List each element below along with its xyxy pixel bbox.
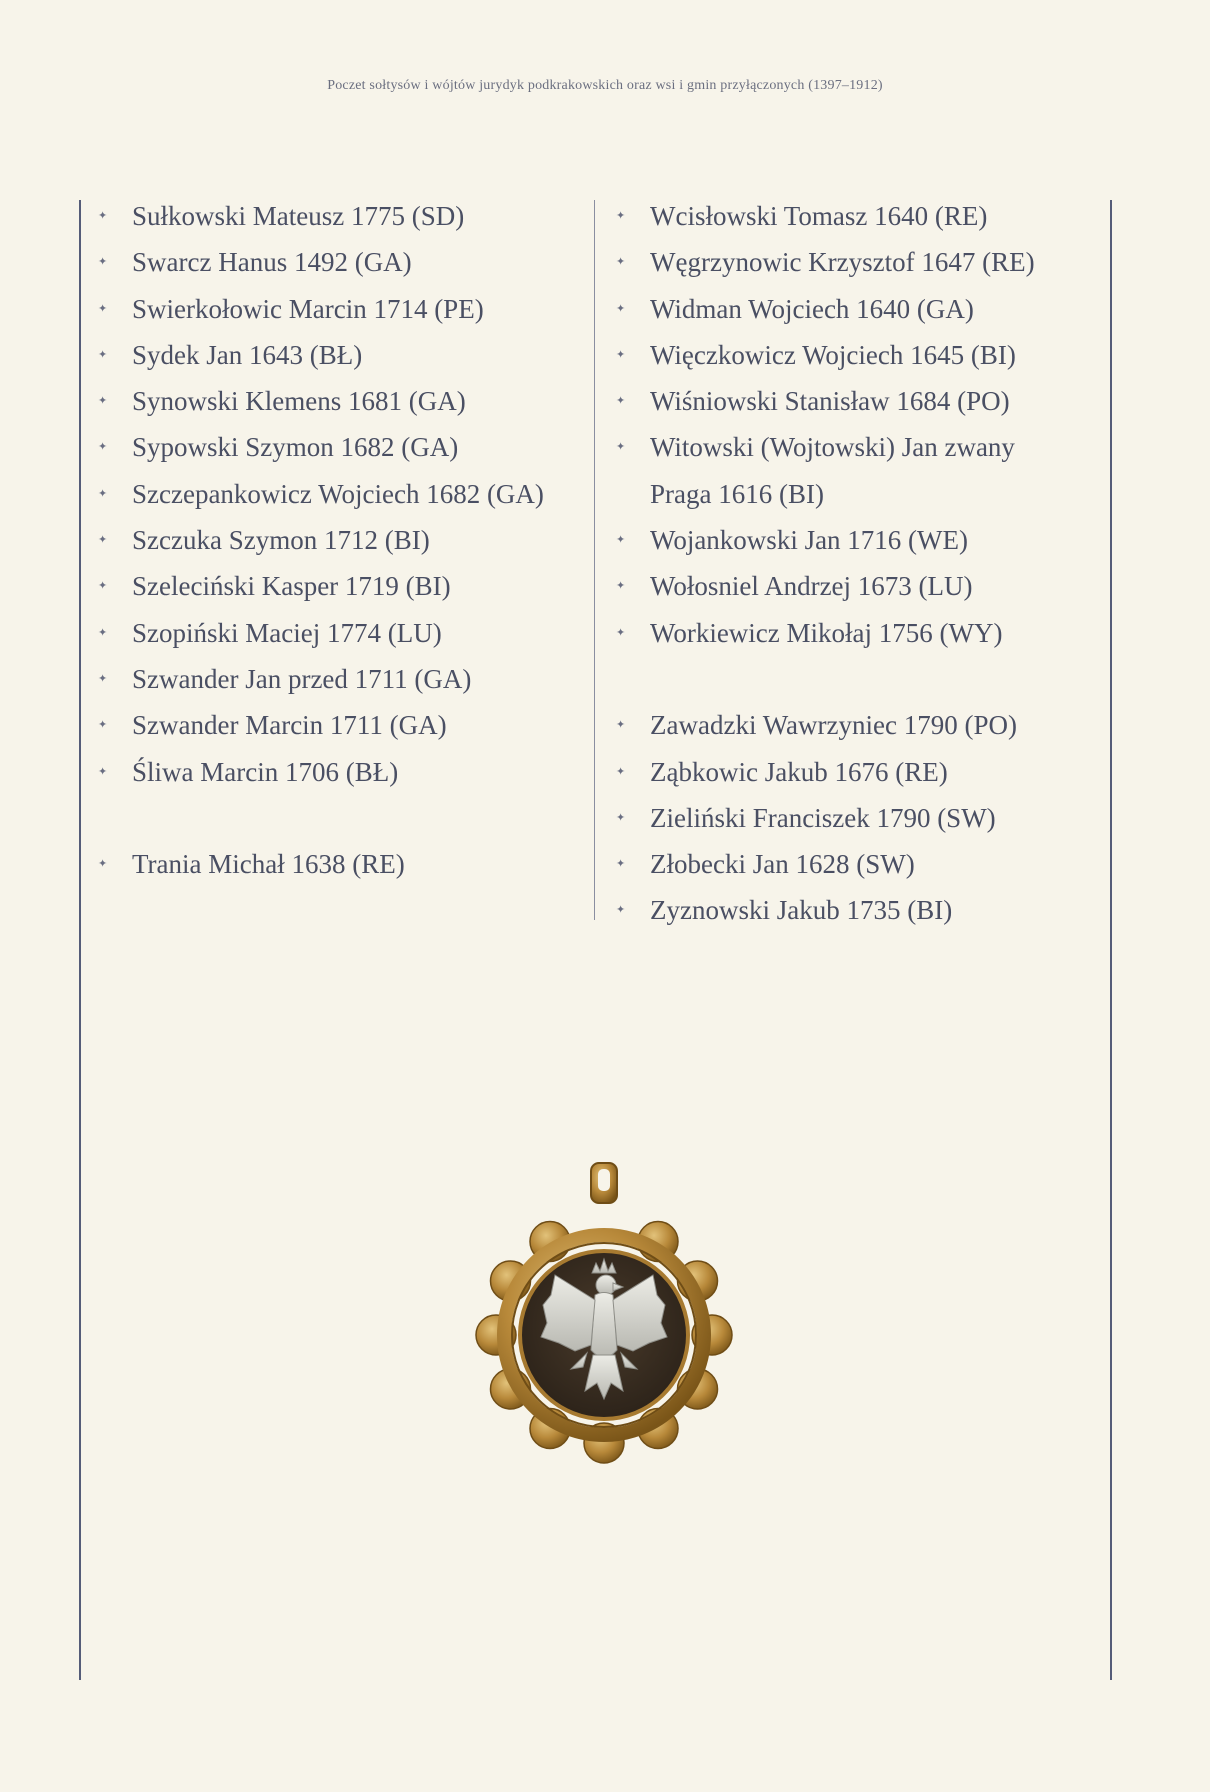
column-divider bbox=[594, 200, 595, 920]
list-item bbox=[614, 887, 1094, 933]
list-item bbox=[96, 749, 586, 795]
bullet-icon: ✦ bbox=[98, 256, 108, 269]
list-item bbox=[614, 239, 1094, 285]
entry-text: Szwander Marcin 1711 (GA) bbox=[132, 710, 447, 741]
list-item bbox=[614, 841, 1094, 887]
list-item bbox=[614, 610, 1094, 656]
bullet-icon: ✦ bbox=[98, 765, 108, 778]
right-frame-rule bbox=[1110, 200, 1112, 1680]
letter-group-gap bbox=[96, 795, 586, 841]
entry-text: Zieliński Franciszek 1790 (SW) bbox=[650, 802, 996, 833]
list-item bbox=[614, 193, 1094, 239]
list-item bbox=[96, 239, 586, 285]
bullet-icon: ✦ bbox=[616, 256, 626, 269]
entry-text: Ząbkowic Jakub 1676 (RE) bbox=[650, 756, 948, 787]
bullet-icon: ✦ bbox=[616, 348, 626, 361]
list-item bbox=[96, 378, 586, 424]
entry-text: Witowski (Wojtowski) Jan zwany bbox=[650, 432, 1015, 463]
white-eagle-medallion-icon bbox=[455, 1155, 755, 1475]
entry-text: Węgrzynowic Krzysztof 1647 (RE) bbox=[650, 247, 1035, 278]
left-column-list bbox=[96, 193, 586, 887]
entry-text: Szczuka Szymon 1712 (BI) bbox=[132, 525, 430, 556]
list-item bbox=[614, 378, 1094, 424]
entry-text: Widman Wojciech 1640 (GA) bbox=[650, 293, 974, 324]
list-item bbox=[614, 702, 1094, 748]
entry-text: Szwander Jan przed 1711 (GA) bbox=[132, 663, 472, 694]
bullet-icon: ✦ bbox=[98, 441, 108, 454]
left-frame-rule bbox=[79, 200, 81, 1680]
bullet-icon: ✦ bbox=[616, 858, 626, 871]
entry-text: Śliwa Marcin 1706 (BŁ) bbox=[132, 756, 399, 787]
letter-group-gap bbox=[614, 656, 1094, 702]
entry-text: Szczepankowicz Wojciech 1682 (GA) bbox=[132, 478, 544, 509]
entry-text: Workiewicz Mikołaj 1756 (WY) bbox=[650, 617, 1003, 648]
list-item bbox=[614, 563, 1094, 609]
list-item bbox=[614, 332, 1094, 378]
right-column-list bbox=[614, 193, 1094, 934]
bullet-icon: ✦ bbox=[98, 210, 108, 222]
bullet-icon: ✦ bbox=[616, 210, 626, 222]
entry-text: Więczkowicz Wojciech 1645 (BI) bbox=[650, 339, 1016, 370]
list-item bbox=[96, 656, 586, 702]
bullet-icon: ✦ bbox=[616, 441, 626, 454]
entry-text: Szeleciński Kasper 1719 (BI) bbox=[132, 571, 451, 602]
entry-text: Zyznowski Jakub 1735 (BI) bbox=[650, 895, 953, 926]
list-item bbox=[614, 424, 1094, 470]
entry-text: Wiśniowski Stanisław 1684 (PO) bbox=[650, 386, 1010, 417]
entry-text: Zawadzki Wawrzyniec 1790 (PO) bbox=[650, 710, 1017, 741]
bullet-icon: ✦ bbox=[98, 395, 108, 408]
entry-text: Wołosniel Andrzej 1673 (LU) bbox=[650, 571, 973, 602]
running-header: Poczet sołtysów i wójtów jurydyk podkrakowskich oraz wsi i gmin przyłączonych (1397–1912) bbox=[327, 78, 883, 93]
entry-text: Sypowski Szymon 1682 (GA) bbox=[132, 432, 459, 463]
bullet-icon: ✦ bbox=[98, 672, 108, 685]
entry-text: Wojankowski Jan 1716 (WE) bbox=[650, 525, 969, 556]
entry-text: Synowski Klemens 1681 (GA) bbox=[132, 386, 466, 417]
entry-text: Praga 1616 (BI) bbox=[650, 478, 824, 509]
list-item bbox=[96, 517, 586, 563]
entry-text: Sydek Jan 1643 (BŁ) bbox=[132, 339, 363, 370]
bullet-icon: ✦ bbox=[98, 302, 108, 315]
bullet-icon: ✦ bbox=[98, 626, 108, 639]
bullet-icon: ✦ bbox=[616, 765, 626, 778]
list-item bbox=[614, 749, 1094, 795]
entry-text: Sułkowski Mateusz 1775 (SD) bbox=[132, 201, 465, 231]
list-item bbox=[96, 610, 586, 656]
bullet-icon: ✦ bbox=[616, 534, 626, 547]
list-item-continuation bbox=[614, 471, 1094, 517]
bullet-icon: ✦ bbox=[616, 719, 626, 732]
list-item bbox=[96, 193, 586, 239]
bullet-icon: ✦ bbox=[98, 719, 108, 732]
bullet-icon: ✦ bbox=[98, 534, 108, 547]
list-item bbox=[96, 471, 586, 517]
list-item bbox=[614, 286, 1094, 332]
list-item bbox=[96, 286, 586, 332]
bullet-icon: ✦ bbox=[98, 487, 108, 500]
entry-text: Złobecki Jan 1628 (SW) bbox=[650, 849, 915, 880]
entry-text: Swarcz Hanus 1492 (GA) bbox=[132, 247, 412, 278]
list-item bbox=[96, 563, 586, 609]
list-item bbox=[614, 517, 1094, 563]
bullet-icon: ✦ bbox=[616, 626, 626, 639]
list-item bbox=[96, 424, 586, 470]
list-item bbox=[96, 841, 586, 887]
entry-text: Trania Michał 1638 (RE) bbox=[132, 849, 405, 880]
bullet-icon: ✦ bbox=[98, 858, 108, 871]
bullet-icon: ✦ bbox=[616, 302, 626, 315]
bullet-icon: ✦ bbox=[98, 348, 108, 361]
entry-text: Szopiński Maciej 1774 (LU) bbox=[132, 617, 442, 648]
bullet-icon: ✦ bbox=[616, 811, 626, 824]
bullet-icon: ✦ bbox=[616, 904, 626, 917]
bullet-icon: ✦ bbox=[98, 580, 108, 593]
entry-text: Swierkołowic Marcin 1714 (PE) bbox=[132, 293, 484, 324]
list-item bbox=[96, 332, 586, 378]
list-item bbox=[614, 795, 1094, 841]
bullet-icon: ✦ bbox=[616, 580, 626, 593]
list-item bbox=[96, 702, 586, 748]
bullet-icon: ✦ bbox=[616, 395, 626, 408]
entry-text: Wcisłowski Tomasz 1640 (RE) bbox=[650, 201, 988, 231]
